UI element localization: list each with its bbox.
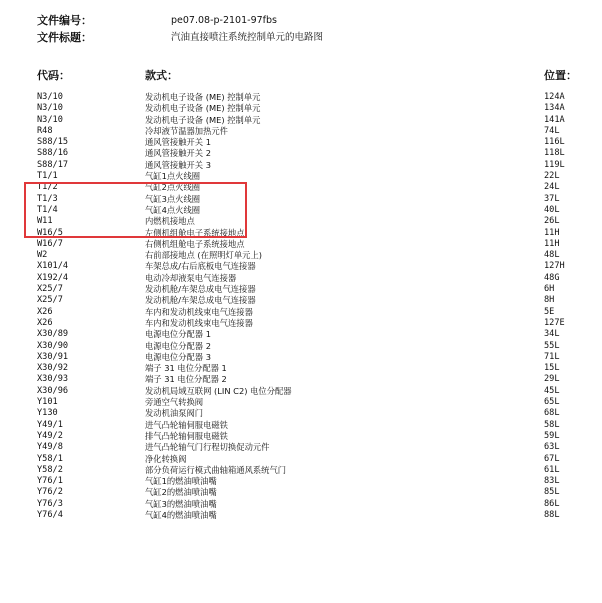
row-position: 83L [544,476,560,487]
row-position: 45L [544,385,560,396]
row-position: 116L [544,137,565,148]
table-row [0,295,602,306]
table-row [0,126,602,137]
row-description: 气缸2的燃油喷油嘴 [145,487,217,498]
row-code: T1/2 [37,182,58,193]
row-position: 127E [544,317,565,328]
table-row [0,261,602,272]
row-description: 通风管接触开关 3 [145,159,211,170]
row-code: Y76/4 [37,509,63,520]
row-code: Y49/2 [37,430,63,441]
table-row [0,465,602,476]
row-position: 86L [544,498,560,509]
row-code: Y76/2 [37,487,63,498]
row-code: S88/17 [37,159,69,170]
table-row [0,307,602,318]
row-description: 发动机电子设备 (ME) 控制单元 [145,103,261,114]
row-description: 发动机舱/车架总成电气连接器 [145,284,256,295]
row-position: 5E [544,306,555,317]
row-position: 55L [544,340,560,351]
table-row [0,103,602,114]
row-description: 车内和发动机线束电气连接器 [145,306,253,317]
row-description: 发动机油泵阀门 [145,408,204,419]
row-position: 6H [544,284,555,295]
row-code: T1/3 [37,193,58,204]
row-position: 88L [544,509,560,520]
row-description: 发动机局域互联网 (LIN C2) 电位分配器 [145,385,292,396]
row-position: 65L [544,397,560,408]
row-description: 气缸2点火线圈 [145,182,201,193]
doc-number-value: pe07.08-p-2101-97fbs [171,15,277,26]
row-description: 发动机电子设备 (ME) 控制单元 [145,92,261,102]
row-description: 通风管接触开关 2 [145,148,211,159]
row-position: 8H [544,295,555,306]
row-code: Y76/3 [37,498,63,509]
row-code: X30/92 [37,363,69,374]
row-description: 气缸1点火线圈 [145,171,201,182]
table-row [0,420,602,431]
row-code: N3/10 [37,114,63,125]
table-row [0,408,602,419]
table-row [0,431,602,442]
row-description: 发动机电子设备 (ME) 控制单元 [145,114,261,125]
table-row [0,148,602,159]
row-code: X30/91 [37,351,69,362]
row-code: N3/10 [37,103,63,114]
row-description: 通风管接触开关 1 [145,137,211,148]
table-row [0,397,602,408]
row-description: 气缸4点火线圈 [145,204,201,215]
table-row [0,442,602,453]
table-row [0,352,602,363]
row-code: W2 [37,250,48,261]
row-description: 气缸3的燃油喷油嘴 [145,498,217,509]
row-description: 进气凸轮轴气门行程切换促动元件 [145,442,270,453]
row-code: Y130 [37,408,58,419]
row-position: 11H [544,238,560,249]
row-position: 59L [544,430,560,441]
row-description: 左侧机组舱电子系统接地点 [145,227,245,238]
row-position: 37L [544,193,560,204]
row-description: 电源电位分配器 3 [145,351,211,362]
header-code: 代码： [37,69,70,82]
row-code: W16/7 [37,238,63,249]
row-position: 134A [544,103,565,114]
header-desc: 款式： [145,69,178,82]
row-description: 内燃机接地点 [145,216,195,227]
row-position: 85L [544,487,560,498]
row-code: X30/89 [37,329,69,340]
row-position: 48G [544,272,560,283]
row-position: 118L [544,148,565,159]
row-code: Y49/8 [37,442,63,453]
row-position: 22L [544,171,560,182]
row-position: 141A [544,114,565,125]
highlight-box [24,182,247,238]
row-position: 74L [544,125,560,136]
row-description: 端子 31 电位分配器 1 [145,363,227,374]
table-row [0,160,602,171]
row-code: Y49/1 [37,419,63,430]
row-position: 63L [544,442,560,453]
row-description: 冷却液节温器加热元件 [145,125,228,136]
row-code: X30/90 [37,340,69,351]
row-code: T1/4 [37,204,58,215]
row-description: 净化转换阀 [145,453,187,464]
row-position: 67L [544,453,560,464]
row-position: 15L [544,363,560,374]
table-row [0,476,602,487]
row-code: X192/4 [37,272,69,283]
table-row [0,92,602,103]
table-row [0,273,602,284]
row-code: Y58/2 [37,464,63,475]
row-position: 127H [544,261,565,272]
row-position: 119L [544,159,565,170]
doc-title-label: 文件标题： [37,31,92,44]
row-code: Y76/1 [37,476,63,487]
row-code: X101/4 [37,261,69,272]
row-code: R48 [37,125,53,136]
row-position: 48L [544,250,560,261]
table-row [0,454,602,465]
row-description: 气缸3点火线圈 [145,193,201,204]
table-row [0,250,602,261]
table-row [0,284,602,295]
row-position: 68L [544,408,560,419]
table-row [0,318,602,329]
table-row [0,487,602,498]
row-description: 气缸1的燃油喷油嘴 [145,476,217,487]
row-description: 排气凸轮轴伺服电磁铁 [145,430,228,441]
row-description: 气缸4的燃油喷油嘴 [145,509,217,520]
row-code: X26 [37,306,53,317]
row-description: 右前部接地点 (在照明灯单元上) [145,250,262,261]
table-row [0,363,602,374]
row-description: 车内和发动机线束电气连接器 [145,317,253,328]
row-code: W16/5 [37,227,63,238]
row-description: 旁通空气转换阀 [145,397,204,408]
table-row [0,386,602,397]
row-position: 11H [544,227,560,238]
row-description: 电动冷却液泵电气连接器 [145,272,237,283]
row-code: N3/10 [37,92,63,102]
row-code: X26 [37,317,53,328]
row-code: X25/7 [37,295,63,306]
row-description: 车架总成/右后底板电气连接器 [145,261,256,272]
row-code: X30/93 [37,374,69,385]
table-row [0,115,602,126]
row-code: T1/1 [37,171,58,182]
row-description: 发动机舱/车架总成电气连接器 [145,295,256,306]
row-position: 61L [544,464,560,475]
row-position: 29L [544,374,560,385]
doc-number-label: 文件编号： [37,14,92,27]
row-code: S88/15 [37,137,69,148]
table-row [0,510,602,521]
row-description: 端子 31 电位分配器 2 [145,374,227,385]
row-position: 34L [544,329,560,340]
row-code: Y58/1 [37,453,63,464]
table-row [0,137,602,148]
table-row [0,341,602,352]
row-code: W11 [37,216,53,227]
table-row [0,329,602,340]
row-position: 26L [544,216,560,227]
table-row [0,499,602,510]
row-code: S88/16 [37,148,69,159]
doc-title-value: 汽油直接喷注系统控制单元的电路图 [171,32,324,43]
row-code: X25/7 [37,284,63,295]
row-description: 进气凸轮轴伺服电磁铁 [145,419,228,430]
row-position: 71L [544,351,560,362]
component-table [0,92,602,521]
row-position: 24L [544,182,560,193]
row-position: 40L [544,204,560,215]
row-description: 部分负荷运行模式曲轴箱通风系统气门 [145,464,287,475]
row-code: Y101 [37,397,58,408]
row-position: 58L [544,419,560,430]
row-position: 124A [544,92,565,102]
header-pos: 位置： [544,69,577,82]
row-description: 右侧机组舱电子系统接地点 [145,238,245,249]
row-code: X30/96 [37,385,69,396]
table-row [0,239,602,250]
table-row [0,374,602,385]
table-row [0,171,602,182]
row-description: 电源电位分配器 2 [145,340,211,351]
row-description: 电源电位分配器 1 [145,329,211,340]
